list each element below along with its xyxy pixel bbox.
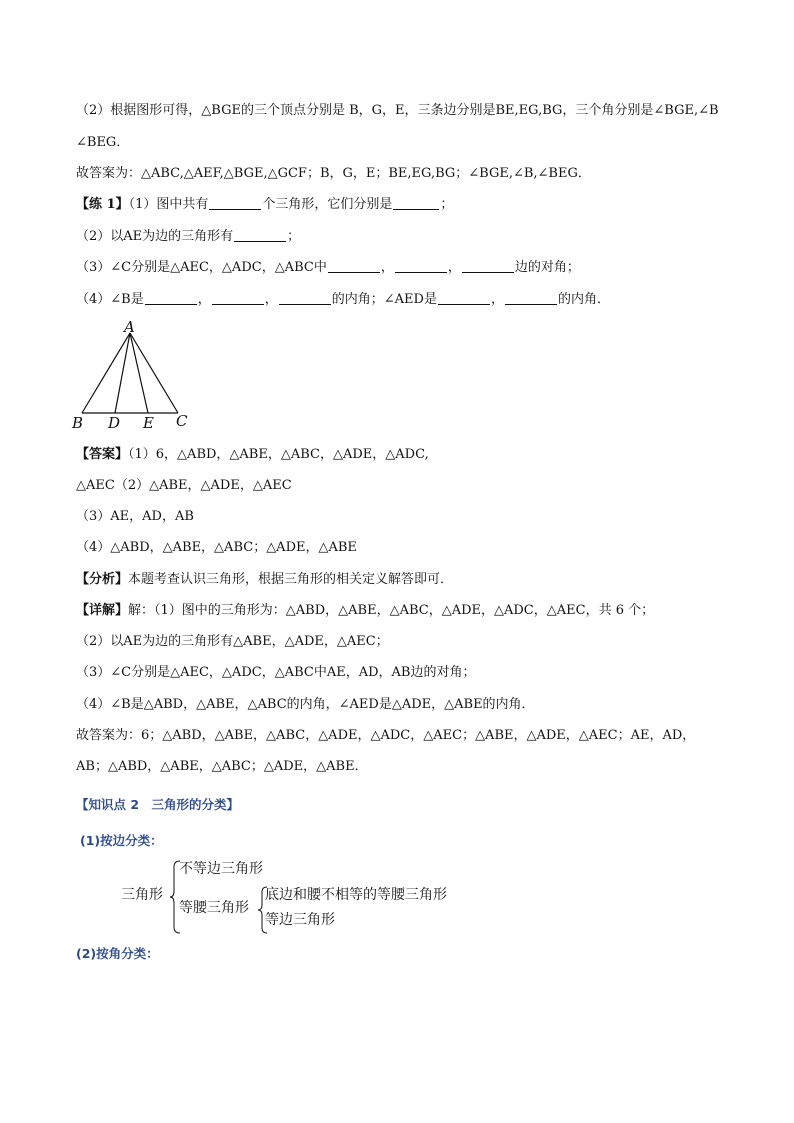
blank [505,292,557,305]
segment-ac [130,333,178,413]
final-answer-line-1: 故答案为：6；△ABD，△ABE，△ABC，△ADE，△ADC，△AEC；△ABE，△ADE，△AEC；AE，AD， [76,728,696,743]
blank [234,229,286,242]
blank [209,197,261,210]
by-side-heading: (1)按边分类： [80,833,163,848]
blank [279,292,331,305]
blank [145,292,197,305]
detail-line-1: 【详解】解：（1）图中的三角形为：△ABD，△ABE，△ABC，△ADE，△ADC，△AEC，共 6 个； [76,603,655,618]
answer-line-3: （3）AE，AD，AB [76,509,194,524]
label-b: B [72,414,84,430]
blank [328,260,380,273]
class-isosceles: 等腰三角形 [179,900,249,916]
class-root: 三角形 [121,887,163,903]
detail-line-3: （3）∠C分别是△AEC，△ADC，△ABC中AE，AD，AB边的对角； [76,665,476,680]
exercise-1-q3: （3）∠C分别是△AEC，△ADC，△ABC中 ， ， 边的对角； [76,260,580,275]
knowledge-point-heading: 【知识点 2 三角形的分类】 [76,797,240,812]
blank [438,292,490,305]
exercise-1-q4: （4）∠B是 ， ， 的内角；∠AED是 ， 的内角． [76,292,610,307]
final-answer-line-2: AB；△ABD，△ABE，△ABC；△ADE，△ABE． [76,759,368,774]
answer-line-2: △AEC（2）△ABE，△ADE，△AEC [76,478,292,493]
class-isosceles-non-equilateral: 底边和腰不相等的等腰三角形 [265,887,447,903]
segment-ae [130,333,148,413]
answer-line-1: 【答案】（1）6，△ABD，△ABE，△ABC，△ADE，△ADC, [76,447,429,462]
label-d: D [108,414,121,430]
blank [462,260,514,273]
detail-line-2: （2）以AE为边的三角形有△ABE，△ADE，△AEC； [76,634,389,649]
answer-label: 【答案】 [76,447,129,462]
exercise-1-q1: 【练 1】（1）图中共有 个三角形，它们分别是 ； [76,197,454,212]
by-angle-heading: (2)按角分类： [76,946,159,961]
analysis-line: 【分析】本题考查认识三角形，根据三角形的相关定义解答即可． [76,572,454,587]
label-e: E [143,414,154,430]
class-scalene: 不等边三角形 [179,861,263,877]
analysis-label: 【分析】 [76,572,129,587]
exercise-label: 【练 1】 [76,197,129,212]
text-line: 故答案为：△ABC,△AEF,△BGE,△GCF；B，G，E；BE,EG,BG；∠BGE,∠B,∠BEG． [76,166,591,181]
exercise-1-q2: （2）以AE为边的三角形有 ； [76,229,301,244]
detail-line-4: （4）∠B是△ABD，△ABE，△ABC的内角，∠AED是△ADE，△ABE的内角． [76,697,535,712]
label-a: A [124,318,135,336]
class-equilateral: 等边三角形 [265,912,335,928]
blank [212,292,264,305]
text-line: ∠BEG． [76,135,130,150]
text-line: （2）根据图形可得，△BGE的三个顶点分别是 B，G，E，三条边分别是BE,EG,BG，三个角分别是∠BGE,∠B [76,103,719,118]
triangle-figure [68,318,198,430]
blank [393,197,439,210]
label-c: C [176,412,188,430]
answer-line-4: （4）△ABD，△ABE，△ABC；△ADE，△ABE [76,540,357,555]
blank [395,260,447,273]
detail-label: 【详解】 [76,603,129,618]
